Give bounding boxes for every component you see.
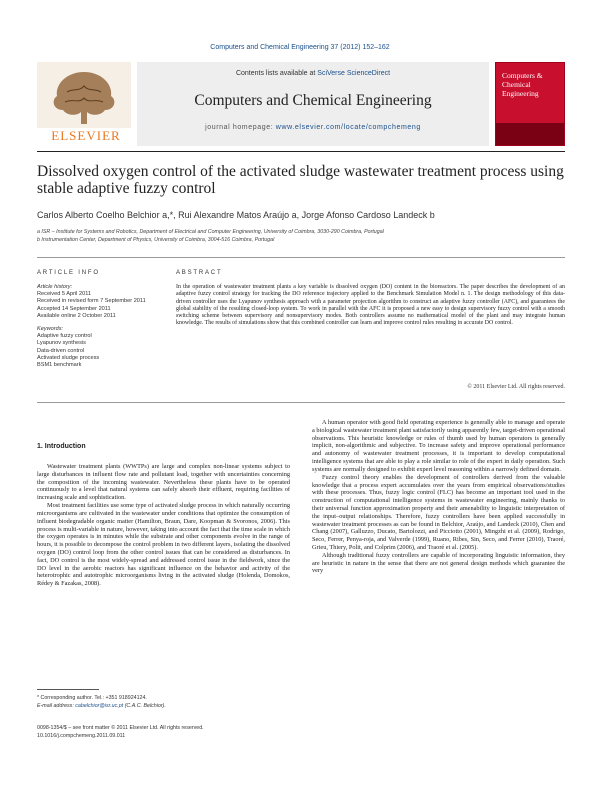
keyword-item: Data-driven control: [37, 347, 85, 354]
elsevier-logo: [37, 62, 131, 146]
publisher-logo-text: ELSEVIER: [51, 128, 121, 143]
doi-link[interactable]: 10.1016/j.compchemeng.2011.09.011: [37, 733, 126, 739]
cover-title: Computers & Chemical Engineering: [502, 71, 543, 98]
history-received: Received 5 April 2011: [37, 291, 92, 298]
body-paragraph: Fuzzy control theory enables the development of controllers derived from the valuable knowledge that a process expert accumulates over the years from empirical observations/studies with these processes. Thus, fuzzy logic control (FLC) has become an important tool used in the construction of computational intelligence systems in wastewater engineering, mainly thanks to their universal function approximation property and their amenability to linguistic interpretation of the input–output relationships. Therefore, fuzzy controllers have been applied successfully in wastewater treatment processes as can be found in Belchior, Araújo, and Landeck (2010), Chen and Chang (2007), Galluzzo, Ducato, Bartolozzi, and Picciotto (2001), Mingzhi et al. (2009), Rodrigo, Seco, Ferrer, Penya-roja, and Valverde (1999), Ruano, Ribes, Sin, Seco, and Ferrer (2010), Traoré, Grieu, Thiery, Polit, and Colprim (2006), and Traoré et al. (2005).: [312, 473, 565, 551]
keyword-item: Adaptive fuzzy control: [37, 333, 92, 340]
keyword-item: Lyapunov synthesis: [37, 340, 86, 347]
corresponding-author-note: * Corresponding author. Tel.: +351 918924124.: [37, 695, 147, 701]
journal-homepage: [137, 124, 489, 131]
masthead-divider: [37, 151, 565, 152]
affiliation-a: a ISR – Institute for Systems and Robotics, Department of Electrical and Computer Engineering, University of Coimbra, 3030-290 Coimbra, Portugal: [37, 229, 384, 235]
history-online: Available online 2 October 2011: [37, 312, 116, 319]
homepage-link[interactable]: www.elsevier.com/locate/compchemeng: [275, 124, 421, 131]
journal-name: Computers and Chemical Engineering: [194, 92, 432, 109]
footnote-rule: [37, 689, 99, 690]
header-divider: [37, 257, 565, 258]
body-column-right: [312, 419, 565, 575]
keyword-item: Activated sludge process: [37, 354, 100, 361]
abstract-copyright: © 2011 Elsevier Ltd. All rights reserved.: [467, 384, 565, 390]
masthead: [37, 62, 565, 146]
abstract-text: In the operation of wastewater treatment plants a key variable is dissolved oxygen (DO) content in the bioreactors. The paper describes the development of an adaptive fuzzy control strategy for tracking the DO reference trajectory applied to the Benchmark Simulation Model n. 1. The design methodology of this data-driven controller uses the Lyapunov synthesis approach with a parameter projection algorithm to construct an adaptive fuzzy controller (AFC), and guarantees the global stability of the resulting closed-loop system. To work in parallel with the AFC it is proposed a new easy to design supervisory fuzzy control with a smooth switching scheme between supervisory and nonsupervisory modes. Both controllers assume no mathematical model of the plant and may integrate human knowledge. The results of simulations show that this combined controller can learn and improve control rules resulting in accurate DO control.: [176, 284, 565, 327]
sciencedirect-link[interactable]: SciVerse ScienceDirect: [317, 70, 391, 77]
body-column-left: [37, 463, 290, 588]
email-link[interactable]: cabelchior@isr.uc.pt: [75, 703, 124, 709]
body-paragraph: Most treatment facilities use some type of activated sludge process in which naturally occurring microorganisms are cultivated in the wastewater under conditions that optimize the consumption of influent biodegradable organic matter (Hamilton, Braun, Dare, Koopman & Svoronos, 2006). This process is multi-variable in nature, however, taking into account the fact that the time scale in which the oxygen operates is in minutes while the substrate and other components evolve in the range of hours, it is possible to decompose the control problem in two different layers, isolating the dissolved oxygen (DO) control loop from the other control issues that can be considered as disturbances. In fact, DO control is the most widely-spread and addressed control issue in the fieldwork, since the DO level in the aerobic reactors has significant influence on the behavior and activity of the heterotrophic and autotrophic microorganisms living in the activated sludge (Holenda, Domokos, Rédey & Fazakas, 2008).: [37, 502, 290, 588]
homepage-label: journal homepage:: [205, 124, 276, 131]
elsevier-tree-icon: [37, 62, 131, 128]
history-label: Article history:: [37, 284, 73, 290]
contents-line: [137, 70, 489, 77]
section-heading-introduction: 1. Introduction: [37, 443, 86, 450]
body-paragraph: A human operator with good field operating experience is generally able to manage and operate a biological wastewater treatment plant satisfactorily using apparently few, target-driven operational observations. This heuristic knowledge or rules of thumb used by human operators is generally implicit, non-algorithmic and subjective. To increase safety and improve operational performance and autonomy of wastewater treatment processes, it is important to develop computational intelligence systems that are able to play a role similar to role of the expert in daily operation. Such systems are normally designed to exhibit expert level reasoning within a narrowly defined domain.: [312, 419, 565, 473]
article-title: Dissolved oxygen control of the activated sludge wastewater treatment process using stable adaptive fuzzy control: [37, 163, 564, 197]
article-info-column: [37, 284, 162, 369]
abstract-divider: [37, 402, 565, 403]
body-paragraph: Wastewater treatment plants (WWTPs) are large and complex non-linear systems subject to large disturbances in influent flow rate and pollutant load, together with uncertainties concerning the composition of the incoming wastewater. Nevertheless these plants have to be operated continuously to a level that natural systems can safely absorb their effluent, requiring facilities of increasing scale and sophistication.: [37, 463, 290, 502]
journal-cover-thumbnail: [495, 62, 565, 146]
body-paragraph: Although traditional fuzzy controllers are capable of incorporating linguistic information, they are heuristic in nature in the sense that there are not general design methods which guarantee the very: [312, 551, 565, 575]
journal-citation: Computers and Chemical Engineering 37 (2012) 152–162: [210, 44, 390, 51]
affiliation-b: b Instrumentation Center, Department of Physics, University of Coimbra, 3004-516 Coimbra, Portugal: [37, 237, 275, 243]
keyword-item: BSM1 benchmark: [37, 362, 82, 369]
keywords-label: Keywords:: [37, 326, 64, 333]
email-label: E-mail address:: [37, 703, 76, 709]
journal-header-box: [137, 62, 489, 146]
email-note: [37, 703, 290, 710]
issn-line: 0098-1354/$ – see front matter © 2011 Elsevier Ltd. All rights reserved.: [37, 725, 204, 731]
email-suffix: (C.A.C. Belchior).: [123, 703, 166, 709]
contents-prefix: Contents lists available at: [235, 70, 318, 77]
cover-band: [496, 123, 564, 145]
history-accepted: Accepted 14 September 2011: [37, 305, 111, 312]
abstract-heading: ABSTRACT: [176, 270, 223, 276]
history-revised: Received in revised form 7 September 2011: [37, 298, 146, 305]
author-list: Carlos Alberto Coelho Belchior a,*, Rui Alexandre Matos Araújo a, Jorge Afonso Cardoso Landeck b: [37, 210, 435, 220]
article-info-heading: ARTICLE INFO: [37, 270, 100, 276]
